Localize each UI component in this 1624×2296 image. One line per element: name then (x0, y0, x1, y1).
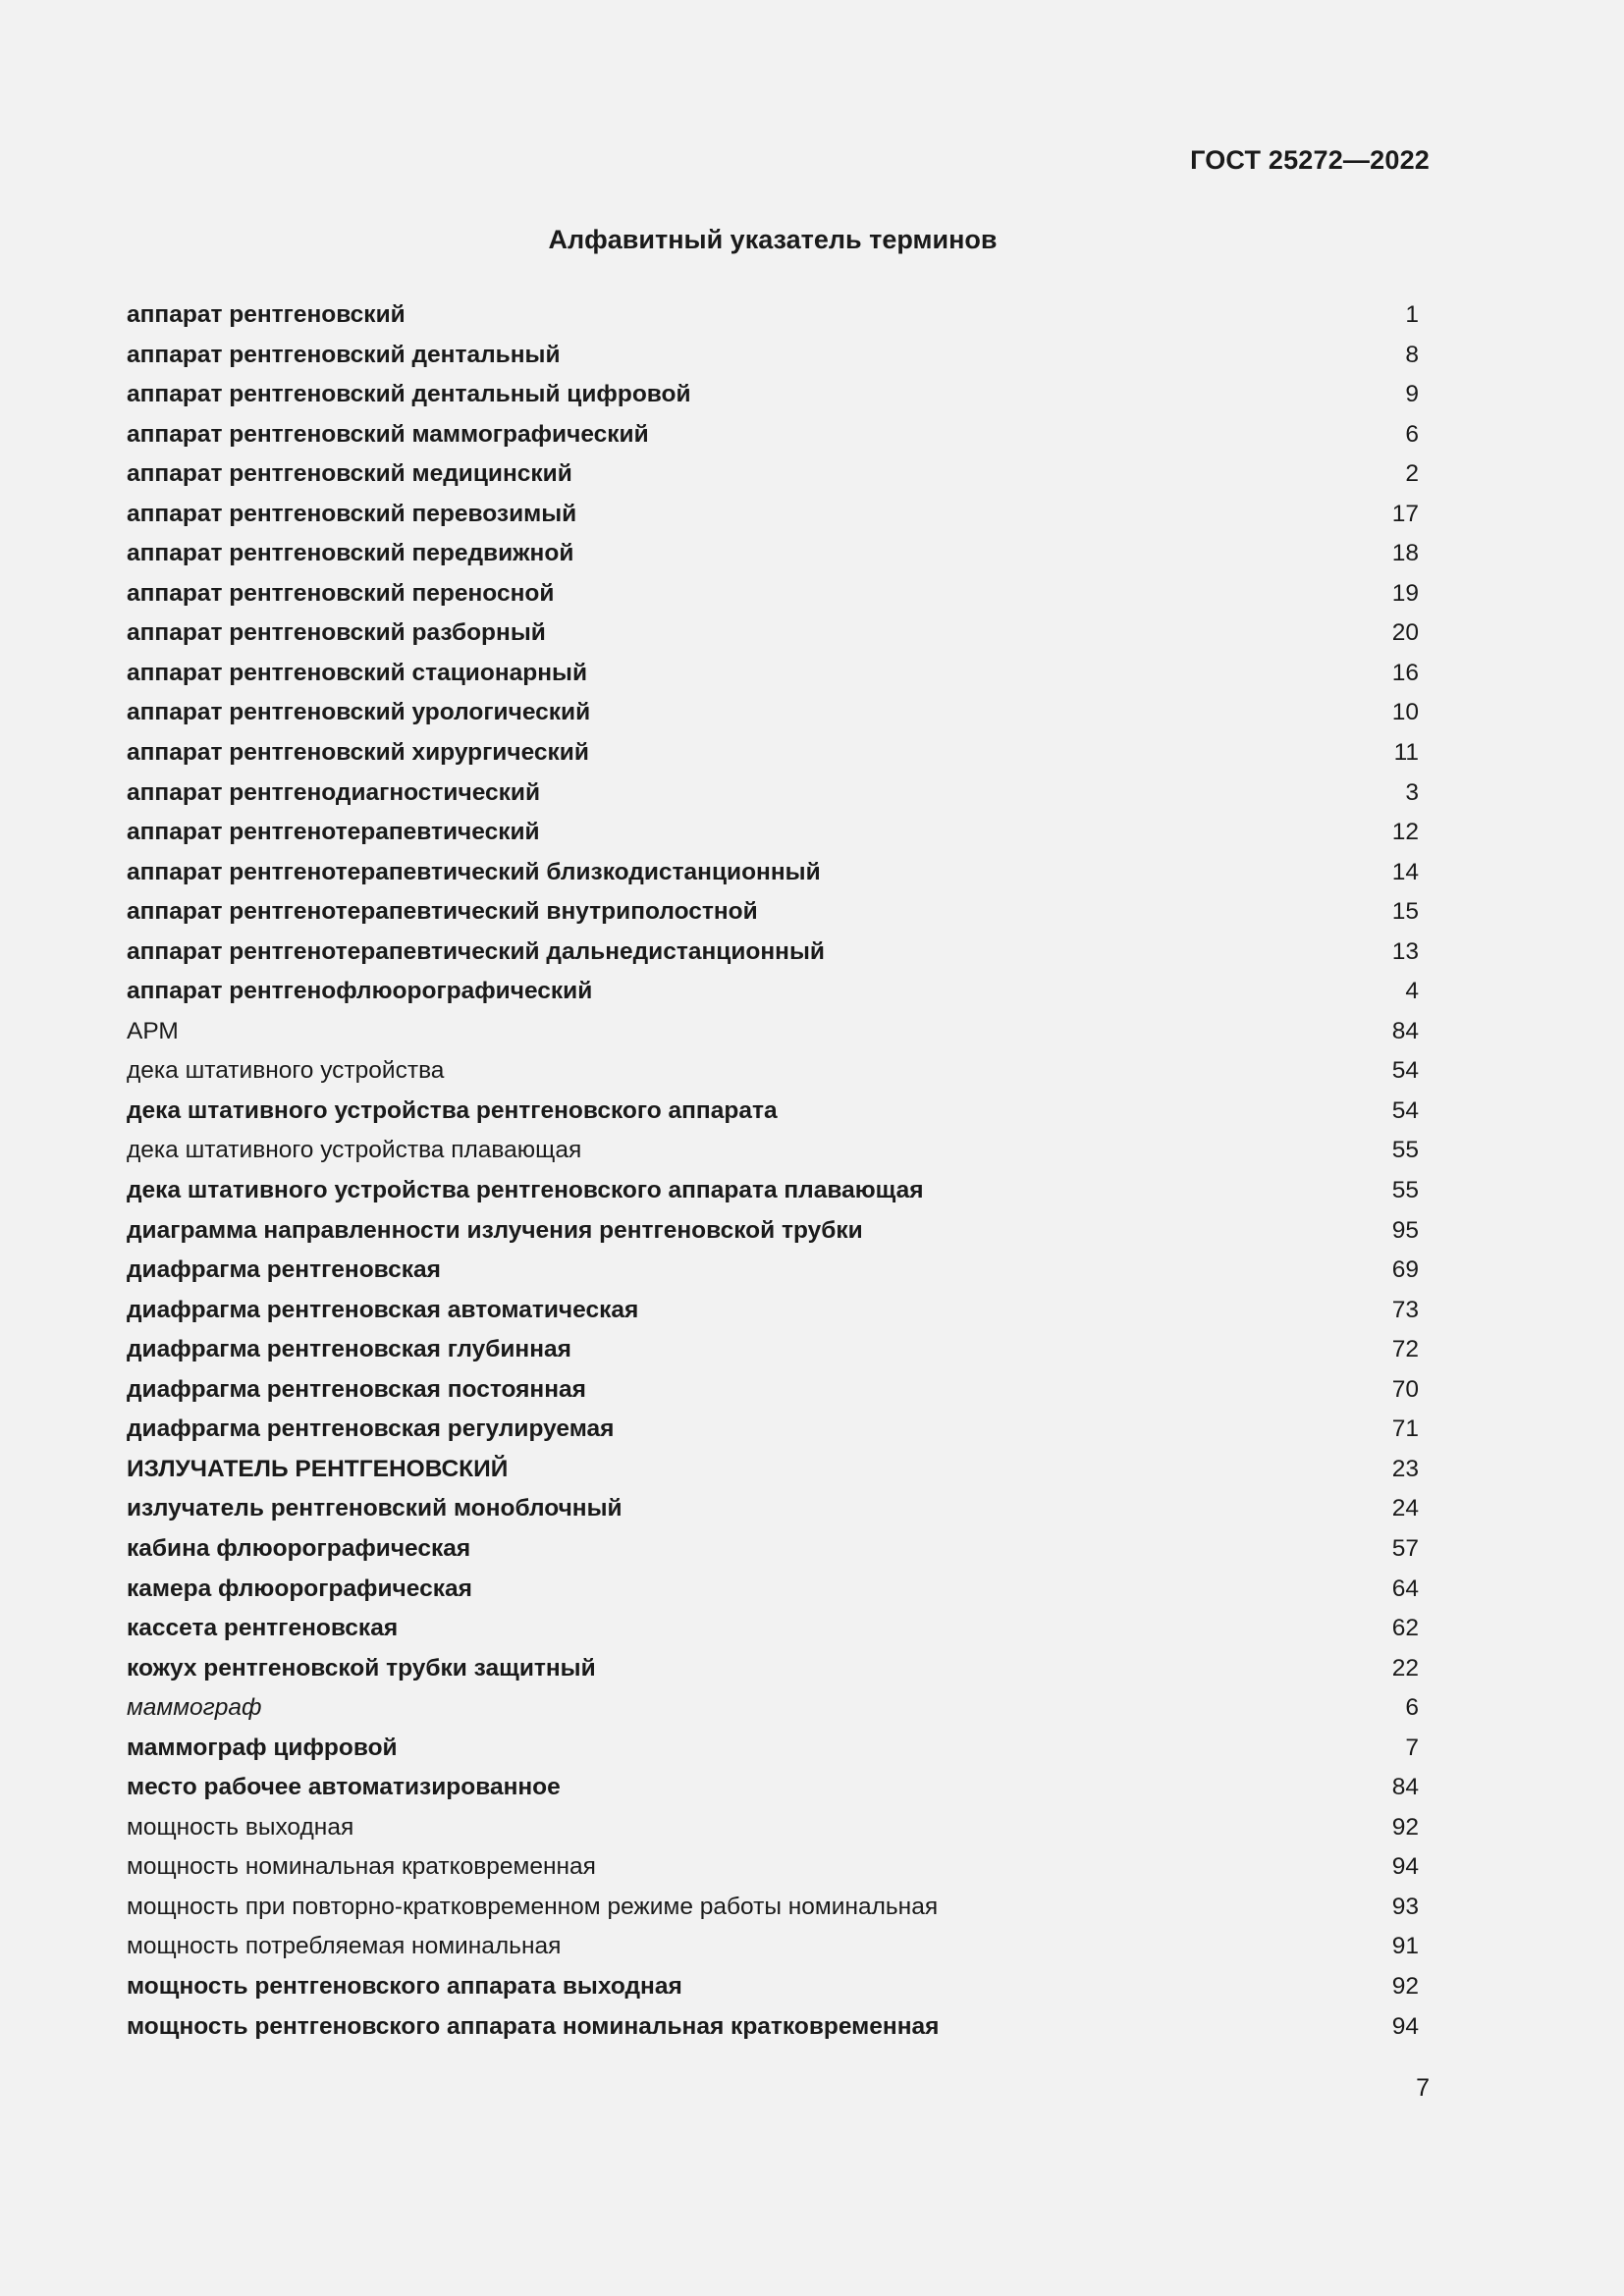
index-term: аппарат рентгеновский дентальный цифровой (127, 381, 691, 408)
index-term: дека штативного устройства рентгеновского аппарата плавающая (127, 1177, 924, 1204)
index-entry (127, 454, 1419, 495)
index-entry (127, 1131, 1419, 1171)
index-term: мощность рентгеновского аппарата выходная (127, 1972, 682, 2000)
index-term: аппарат рентгеновский маммографический (127, 420, 649, 448)
index-term: маммограф цифровой (127, 1734, 398, 1761)
index-entry (127, 1012, 1419, 1052)
index-term-number: 94 (1391, 2012, 1419, 2040)
page-title: Алфавитный указатель терминов (548, 225, 998, 254)
index-entry (127, 1967, 1419, 2007)
index-entry (127, 1729, 1419, 1769)
index-term: аппарат рентгеновский урологический (127, 699, 591, 726)
index-term-number: 54 (1391, 1096, 1419, 1124)
index-entry (127, 1489, 1419, 1529)
index-term: диафрагма рентгеновская регулируемая (127, 1415, 615, 1443)
index-term-number: 4 (1405, 978, 1419, 1005)
index-term-number: 13 (1391, 937, 1419, 965)
index-entry (127, 853, 1419, 893)
index-term-number: 57 (1391, 1534, 1419, 1562)
index-term-number: 93 (1391, 1893, 1419, 1920)
index-term-number: 1 (1405, 301, 1419, 328)
index-term-number: 6 (1405, 1694, 1419, 1722)
index-entry (127, 1570, 1419, 1610)
index-term-number: 91 (1391, 1933, 1419, 1960)
index-term: дека штативного устройства рентгеновского аппарата (127, 1096, 778, 1124)
index-entry (127, 415, 1419, 455)
term-index-list (127, 295, 1419, 2047)
index-entry (127, 693, 1419, 733)
index-term: АРМ (127, 1017, 179, 1044)
index-term-number: 72 (1391, 1336, 1419, 1363)
index-term-number: 84 (1391, 1774, 1419, 1801)
index-term-number: 55 (1391, 1177, 1419, 1204)
index-term: диафрагма рентгеновская (127, 1256, 441, 1284)
index-term-number: 23 (1391, 1455, 1419, 1482)
index-entry (127, 2007, 1419, 2048)
index-entry (127, 1888, 1419, 1928)
index-entry (127, 1370, 1419, 1411)
index-term: аппарат рентгеновский разборный (127, 619, 546, 647)
index-term-number: 2 (1405, 460, 1419, 488)
index-term: аппарат рентгеновский переносной (127, 579, 555, 607)
index-term: маммограф (127, 1694, 262, 1722)
index-term-number: 22 (1391, 1654, 1419, 1682)
index-term-number: 24 (1391, 1495, 1419, 1522)
index-term-number: 70 (1391, 1375, 1419, 1403)
index-entry (127, 774, 1419, 814)
index-term-number: 62 (1391, 1615, 1419, 1642)
index-term: аппарат рентгенодиагностический (127, 778, 541, 806)
index-term-number: 14 (1391, 858, 1419, 885)
index-term: аппарат рентгеновский медицинский (127, 460, 572, 488)
index-term: мощность номинальная кратковременная (127, 1853, 596, 1881)
index-term-number: 54 (1391, 1057, 1419, 1085)
index-entry (127, 1251, 1419, 1291)
index-term-number: 64 (1391, 1575, 1419, 1602)
index-entry (127, 1609, 1419, 1649)
index-term: камера флюорографическая (127, 1575, 472, 1602)
index-term: мощность выходная (127, 1813, 354, 1841)
index-term: диафрагма рентгеновская автоматическая (127, 1296, 639, 1323)
index-term-number: 15 (1391, 898, 1419, 926)
index-entry (127, 1450, 1419, 1490)
index-term-number: 92 (1391, 1813, 1419, 1841)
index-entry (127, 733, 1419, 774)
index-term: аппарат рентгеновский передвижной (127, 540, 574, 567)
index-term-number: 84 (1391, 1017, 1419, 1044)
index-term: кожух рентгеновской трубки защитный (127, 1654, 596, 1682)
index-entry (127, 1051, 1419, 1092)
index-entry (127, 1171, 1419, 1211)
index-term: излучатель рентгеновский моноблочный (127, 1495, 623, 1522)
index-term: кабина флюорографическая (127, 1534, 471, 1562)
index-term-number: 9 (1405, 381, 1419, 408)
index-term: аппарат рентгенотерапевтический дальнедистанционный (127, 937, 825, 965)
index-term-number: 12 (1391, 819, 1419, 846)
index-entry (127, 1927, 1419, 1967)
index-entry (127, 1092, 1419, 1132)
index-term: диафрагма рентгеновская постоянная (127, 1375, 586, 1403)
index-term-number: 6 (1405, 420, 1419, 448)
index-term: аппарат рентгенотерапевтический внутриполостной (127, 898, 758, 926)
index-term: аппарат рентгенотерапевтический близкодистанционный (127, 858, 821, 885)
index-entry (127, 1688, 1419, 1729)
index-term: мощность при повторно-кратковременном режиме работы номинальная (127, 1893, 939, 1920)
index-entry (127, 972, 1419, 1012)
index-term: дека штативного устройства (127, 1057, 445, 1085)
index-term-number: 92 (1391, 1972, 1419, 2000)
index-term-number: 3 (1405, 778, 1419, 806)
index-entry (127, 495, 1419, 535)
index-term: аппарат рентгеновский хирургический (127, 739, 589, 767)
index-entry (127, 933, 1419, 973)
page-number: 7 (1416, 2074, 1430, 2102)
index-entry (127, 614, 1419, 654)
index-entry (127, 1649, 1419, 1689)
index-term-number: 73 (1391, 1296, 1419, 1323)
index-term-number: 95 (1391, 1216, 1419, 1244)
index-term: дека штативного устройства плавающая (127, 1137, 582, 1164)
index-entry (127, 1330, 1419, 1370)
index-entry (127, 1529, 1419, 1570)
index-term: мощность потребляемая номинальная (127, 1933, 562, 1960)
index-term-number: 11 (1393, 739, 1419, 767)
index-term-number: 20 (1391, 619, 1419, 647)
index-term: диаграмма направленности излучения рентгеновской трубки (127, 1216, 863, 1244)
index-entry (127, 1847, 1419, 1888)
index-entry (127, 813, 1419, 853)
index-term: аппарат рентгеновский дентальный (127, 341, 561, 368)
index-term: аппарат рентгенофлюорографический (127, 978, 593, 1005)
index-entry (127, 295, 1419, 336)
index-term: аппарат рентгеновский стационарный (127, 659, 588, 686)
document-code: ГОСТ 25272—2022 (1190, 145, 1430, 175)
index-term-number: 10 (1391, 699, 1419, 726)
index-entry (127, 1808, 1419, 1848)
index-term-number: 55 (1391, 1137, 1419, 1164)
index-term-number: 94 (1391, 1853, 1419, 1881)
index-term-number: 16 (1391, 659, 1419, 686)
index-entry (127, 1291, 1419, 1331)
index-term: диафрагма рентгеновская глубинная (127, 1336, 571, 1363)
index-term-number: 19 (1391, 579, 1419, 607)
index-entry (127, 1211, 1419, 1252)
index-term: кассета рентгеновская (127, 1615, 399, 1642)
index-term: аппарат рентгеновский (127, 301, 406, 328)
index-term-number: 18 (1391, 540, 1419, 567)
index-entry (127, 892, 1419, 933)
index-term: ИЗЛУЧАТЕЛЬ РЕНТГЕНОВСКИЙ (127, 1455, 509, 1482)
index-term-number: 71 (1391, 1415, 1419, 1443)
index-term: место рабочее автоматизированное (127, 1774, 561, 1801)
index-entry (127, 654, 1419, 694)
index-term-number: 8 (1405, 341, 1419, 368)
index-entry (127, 534, 1419, 574)
index-entry (127, 336, 1419, 376)
index-entry (127, 1410, 1419, 1450)
index-term-number: 69 (1391, 1256, 1419, 1284)
index-entry (127, 375, 1419, 415)
index-entry (127, 1768, 1419, 1808)
index-term-number: 7 (1405, 1734, 1419, 1761)
index-term: мощность рентгеновского аппарата номинальная кратковременная (127, 2012, 940, 2040)
index-entry (127, 574, 1419, 614)
index-term-number: 17 (1391, 500, 1419, 527)
index-term: аппарат рентгеновский перевозимый (127, 500, 577, 527)
index-term: аппарат рентгенотерапевтический (127, 819, 540, 846)
